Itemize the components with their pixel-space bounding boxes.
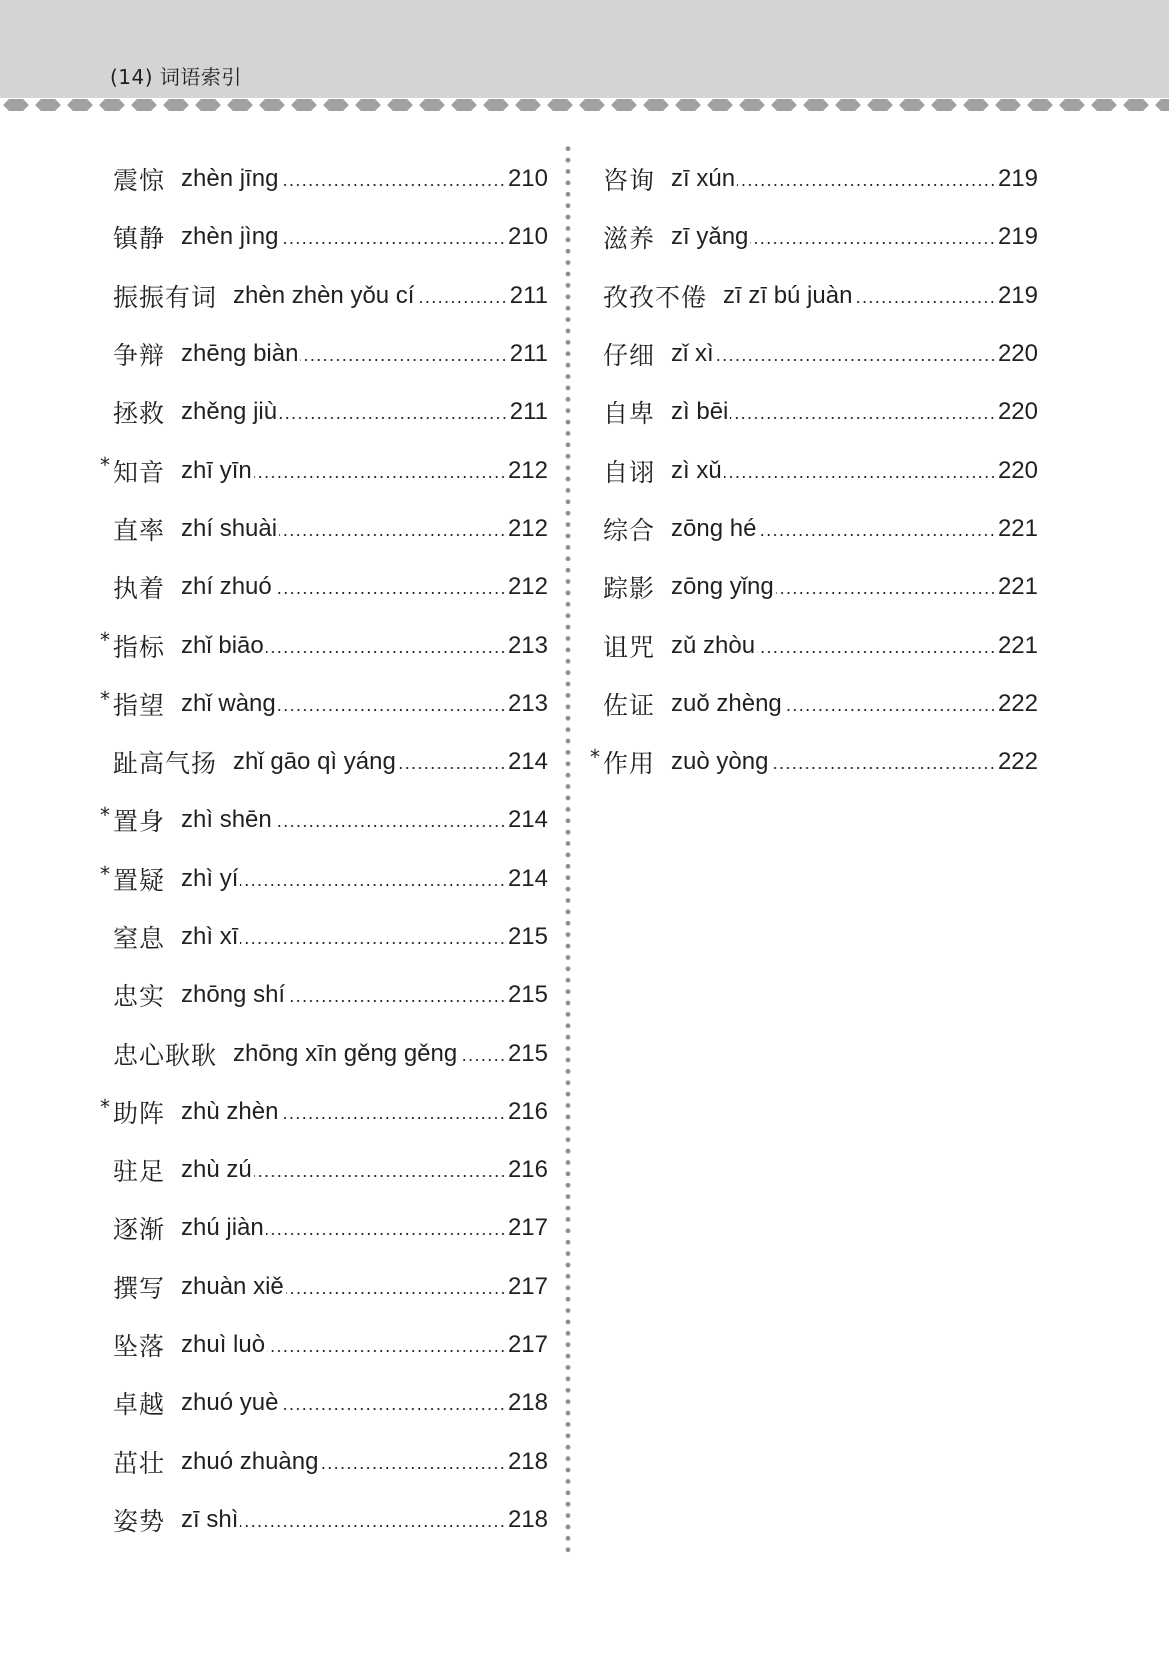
entry-hanzi: 滋养 xyxy=(603,224,656,254)
entry-page-number: 222 xyxy=(997,748,1038,776)
page-header-title: (14) 词语索引 xyxy=(110,65,242,89)
entry-pinyin: zhuàn xiě xyxy=(181,1272,284,1300)
dot-leader xyxy=(750,226,996,248)
starred-marker: * xyxy=(100,628,110,653)
entry-hanzi: 直率 xyxy=(113,515,166,545)
index-entry xyxy=(100,441,548,499)
index-entry xyxy=(100,1141,548,1199)
dot-leader xyxy=(784,693,996,715)
entry-pinyin: zhī yīn xyxy=(181,456,252,484)
index-entry xyxy=(100,1374,548,1432)
entry-page-number: 211 xyxy=(509,398,548,426)
entry-hanzi: 孜孜不倦 xyxy=(603,282,708,312)
entry-hanzi: 窒息 xyxy=(113,924,166,953)
entry-page-number: 213 xyxy=(507,631,548,659)
entry-pinyin: zhú jiàn xyxy=(181,1214,264,1242)
entry-pinyin: zhì xī xyxy=(181,923,239,950)
index-entry xyxy=(590,441,1038,499)
entry-pinyin: zhì shēn xyxy=(181,806,272,834)
entry-hanzi: 拯救 xyxy=(113,399,166,429)
entry-pinyin: zhí zhuó xyxy=(181,573,272,601)
index-entry xyxy=(100,1024,548,1082)
dot-leader xyxy=(737,168,996,190)
entry-page-number: 218 xyxy=(507,1505,548,1533)
dot-leader xyxy=(757,635,996,657)
dot-leader xyxy=(854,285,996,307)
entry-pinyin: zǐ xì xyxy=(671,340,714,368)
entry-pinyin: zhí shuài xyxy=(181,514,278,542)
entry-hanzi: 姿势 xyxy=(113,1506,166,1536)
index-entry xyxy=(100,558,548,616)
entry-pinyin: zī yǎng xyxy=(671,223,749,251)
index-entry xyxy=(100,616,548,674)
entry-page-number: 221 xyxy=(997,631,1038,659)
index-entry xyxy=(100,791,548,849)
entry-hanzi: 镇静 xyxy=(113,224,166,254)
starred-marker: * xyxy=(100,861,110,886)
starred-marker: * xyxy=(100,453,110,478)
dot-leader xyxy=(280,1392,506,1414)
entry-pinyin: zuǒ zhèng xyxy=(671,689,782,717)
index-entry xyxy=(590,267,1038,325)
index-entry xyxy=(590,208,1038,266)
dot-leader xyxy=(300,343,507,365)
entry-pinyin: zhēng biàn xyxy=(181,340,299,368)
index-entry xyxy=(100,675,548,733)
dot-leader xyxy=(240,926,506,948)
dot-leader xyxy=(770,751,996,773)
entry-page-number: 217 xyxy=(507,1214,548,1242)
index-entry xyxy=(100,908,548,966)
index-entry xyxy=(100,325,548,383)
entry-pinyin: zhěng jiù xyxy=(181,398,278,426)
entry-page-number: 214 xyxy=(507,806,548,834)
index-entry xyxy=(100,1433,548,1491)
entry-hanzi: 卓越 xyxy=(113,1390,166,1420)
dot-leader xyxy=(398,751,506,773)
dot-leader xyxy=(287,984,506,1006)
entry-pinyin: zhuì luò xyxy=(181,1331,266,1359)
entry-page-number: 220 xyxy=(997,340,1038,368)
starred-marker: * xyxy=(100,1094,110,1119)
entry-hanzi: 撰写 xyxy=(113,1273,166,1303)
entry-hanzi: 坠落 xyxy=(113,1332,166,1362)
entry-pinyin: zì bēi xyxy=(671,398,729,426)
dot-leader xyxy=(266,1217,506,1239)
entry-page-number: 221 xyxy=(997,573,1038,601)
entry-page-number: 220 xyxy=(997,398,1038,426)
entry-pinyin: zhuó yuè xyxy=(181,1389,279,1417)
index-entry xyxy=(100,966,548,1024)
entry-hanzi: 忠心耿耿 xyxy=(113,1040,218,1070)
entry-page-number: 216 xyxy=(507,1156,548,1184)
entry-page-number: 216 xyxy=(507,1097,548,1125)
starred-marker: * xyxy=(100,686,110,711)
entry-hanzi: 自卑 xyxy=(603,399,656,429)
index-entry xyxy=(590,558,1038,616)
entry-pinyin: zhèn jìng xyxy=(181,223,279,251)
index-entry xyxy=(100,150,548,208)
dot-leader xyxy=(776,576,996,598)
entry-page-number: 219 xyxy=(997,165,1038,193)
dot-leader xyxy=(278,693,506,715)
index-entry xyxy=(100,1083,548,1141)
index-entry xyxy=(100,1199,548,1257)
entry-page-number: 210 xyxy=(507,165,548,193)
entry-hanzi: 诅咒 xyxy=(603,632,656,662)
dot-leader xyxy=(240,868,506,890)
index-entry xyxy=(100,1258,548,1316)
entry-page-number: 220 xyxy=(997,456,1038,484)
dot-leader xyxy=(416,285,507,307)
dot-leader xyxy=(274,809,506,831)
entry-page-number: 219 xyxy=(997,223,1038,251)
entry-hanzi: 指标 xyxy=(113,632,166,662)
entry-pinyin: zhǐ gāo qì yáng xyxy=(233,748,396,776)
dot-leader xyxy=(279,518,506,540)
entry-page-number: 218 xyxy=(507,1447,548,1475)
index-entry xyxy=(590,500,1038,558)
index-column-left xyxy=(100,150,548,1549)
index-entry xyxy=(100,733,548,791)
entry-hanzi: 茁壮 xyxy=(113,1448,166,1478)
entry-hanzi: 置身 xyxy=(113,807,166,837)
entry-hanzi: 仔细 xyxy=(603,341,656,371)
entry-pinyin: zī xún xyxy=(671,165,736,193)
index-entry xyxy=(590,383,1038,441)
index-entry xyxy=(590,150,1038,208)
index-entry xyxy=(100,500,548,558)
entry-hanzi: 指望 xyxy=(113,690,166,720)
entry-pinyin: zī shì xyxy=(181,1505,239,1533)
entry-page-number: 219 xyxy=(997,281,1038,309)
dot-leader xyxy=(286,1276,506,1298)
entry-pinyin: zī zī bú juàn xyxy=(723,281,853,309)
starred-marker: * xyxy=(100,803,110,828)
entry-pinyin: zhèn jīng xyxy=(181,165,279,193)
index-entry xyxy=(590,325,1038,383)
entry-pinyin: zhōng xīn gěng gěng xyxy=(233,1039,458,1067)
dot-leader xyxy=(320,1451,505,1473)
starred-marker: * xyxy=(590,744,600,769)
dot-leader xyxy=(459,1043,506,1065)
entry-pinyin: zhì yí xyxy=(181,864,239,892)
entry-pinyin: zōng hé xyxy=(671,514,757,542)
entry-page-number: 221 xyxy=(997,514,1038,542)
dot-leader xyxy=(730,401,996,423)
index-entry xyxy=(100,850,548,908)
entry-hanzi: 综合 xyxy=(603,515,656,545)
index-entry xyxy=(590,675,1038,733)
entry-pinyin: zhuó zhuàng xyxy=(181,1447,319,1475)
dot-leader xyxy=(758,518,996,540)
entry-page-number: 212 xyxy=(507,514,548,542)
dot-leader xyxy=(280,226,506,248)
entry-page-number: 215 xyxy=(507,981,548,1009)
entry-hanzi: 震惊 xyxy=(113,166,166,196)
entry-pinyin: zhù zhèn xyxy=(181,1097,279,1125)
dot-leader xyxy=(279,401,508,423)
entry-page-number: 211 xyxy=(509,281,548,309)
entry-page-number: 212 xyxy=(507,456,548,484)
dot-leader xyxy=(266,635,506,657)
entry-page-number: 212 xyxy=(507,573,548,601)
entry-pinyin: zhù zú xyxy=(181,1156,252,1184)
entry-hanzi: 咨询 xyxy=(603,166,656,196)
entry-pinyin: zhōng shí xyxy=(181,981,286,1009)
index-entry xyxy=(590,733,1038,791)
dot-leader xyxy=(716,343,996,365)
dot-leader xyxy=(267,1334,506,1356)
dot-leader xyxy=(724,460,996,482)
index-entry xyxy=(100,1316,548,1374)
entry-page-number: 222 xyxy=(997,689,1038,717)
entry-page-number: 217 xyxy=(507,1272,548,1300)
entry-hanzi: 逐渐 xyxy=(113,1215,166,1245)
entry-page-number: 215 xyxy=(507,923,548,950)
entry-pinyin: zì xǔ xyxy=(671,456,722,484)
entry-hanzi: 作用 xyxy=(603,749,656,779)
entry-hanzi: 争辩 xyxy=(113,341,166,371)
entry-hanzi: 踪影 xyxy=(603,574,656,604)
dot-leader xyxy=(240,1509,506,1531)
index-entry xyxy=(100,1491,548,1549)
entry-page-number: 214 xyxy=(507,748,548,776)
entry-page-number: 217 xyxy=(507,1331,548,1359)
entry-pinyin: zuò yòng xyxy=(671,748,769,776)
entry-pinyin: zōng yǐng xyxy=(671,573,774,601)
entry-pinyin: zhǐ wàng xyxy=(181,689,276,717)
page-header-band xyxy=(0,0,1169,98)
index-column-right xyxy=(590,150,1038,791)
entry-pinyin: zhǐ biāo xyxy=(181,631,264,659)
entry-hanzi: 振振有词 xyxy=(113,282,218,312)
column-divider xyxy=(565,143,571,1555)
entry-hanzi: 助阵 xyxy=(113,1098,166,1128)
entry-page-number: 210 xyxy=(507,223,548,251)
dot-leader xyxy=(280,1101,506,1123)
index-entry xyxy=(100,383,548,441)
entry-page-number: 211 xyxy=(509,340,548,368)
entry-page-number: 218 xyxy=(507,1389,548,1417)
index-entry xyxy=(590,616,1038,674)
entry-page-number: 215 xyxy=(507,1039,548,1067)
entry-page-number: 214 xyxy=(507,864,548,892)
entry-hanzi: 知音 xyxy=(113,457,166,487)
dot-leader xyxy=(254,460,506,482)
entry-hanzi: 驻足 xyxy=(113,1157,166,1187)
entry-hanzi: 自诩 xyxy=(603,457,656,487)
entry-hanzi: 置疑 xyxy=(113,865,166,895)
decorative-pattern-strip xyxy=(0,98,1169,112)
entry-pinyin: zǔ zhòu xyxy=(671,631,756,659)
dot-leader xyxy=(274,576,506,598)
dot-leader xyxy=(254,1159,506,1181)
index-entry xyxy=(100,208,548,266)
entry-page-number: 213 xyxy=(507,689,548,717)
index-entry xyxy=(100,267,548,325)
entry-hanzi: 趾高气扬 xyxy=(113,749,218,779)
entry-pinyin: zhèn zhèn yǒu cí xyxy=(233,281,415,309)
entry-hanzi: 忠实 xyxy=(113,982,166,1012)
dot-leader xyxy=(280,168,506,190)
entry-hanzi: 佐证 xyxy=(603,690,656,720)
entry-hanzi: 执着 xyxy=(113,574,166,604)
